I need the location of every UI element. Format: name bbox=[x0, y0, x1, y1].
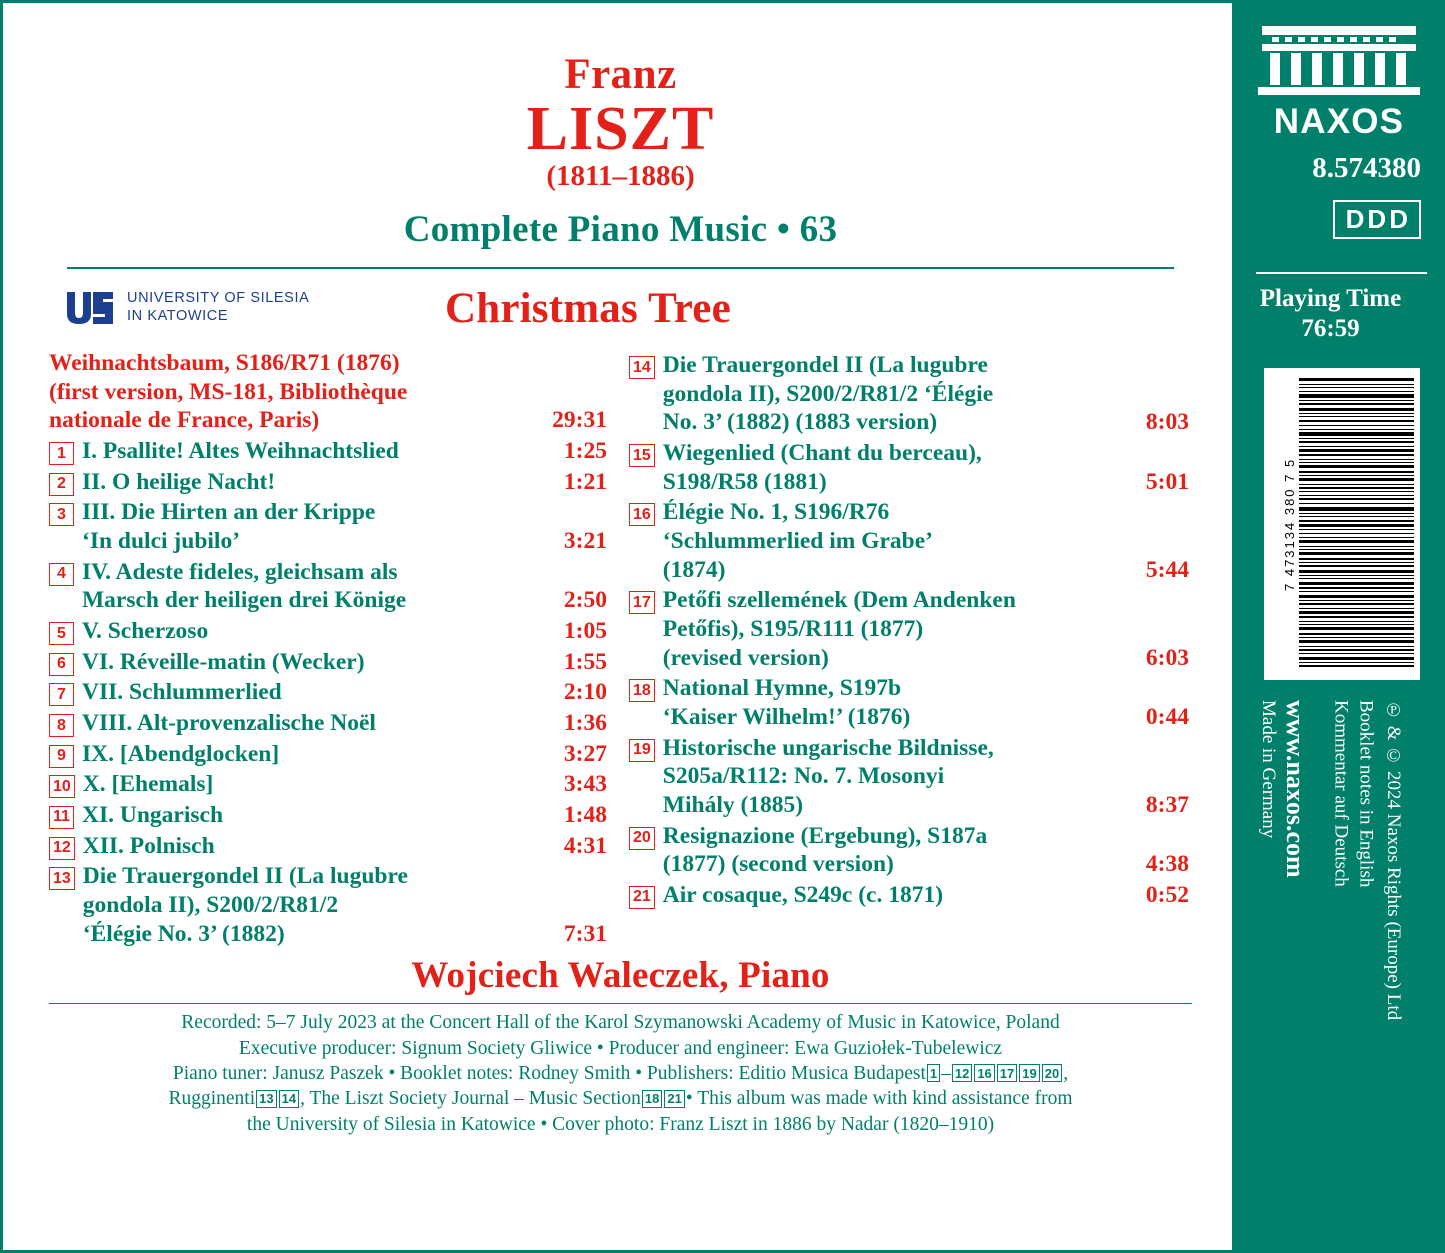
track-title-line: No. 3’ (1882) (1883 version) bbox=[662, 409, 938, 436]
credits-line-3-suffix: , bbox=[1063, 1062, 1069, 1084]
barcode-bar bbox=[1299, 394, 1414, 398]
track-title bbox=[82, 437, 607, 466]
ddd-badge: DDD bbox=[1333, 200, 1421, 239]
credit-track-number: 17 bbox=[997, 1064, 1017, 1082]
barcode-bar bbox=[1299, 565, 1414, 567]
barcode-bar bbox=[1299, 595, 1414, 598]
track-title-line: Élégie No. 1, S196/R76 bbox=[662, 499, 890, 526]
credit-track-number: 19 bbox=[1019, 1064, 1039, 1082]
track-title-line: VI. Réveille-matin (Wecker) bbox=[82, 648, 365, 675]
naxos-temple-icon bbox=[1258, 24, 1420, 100]
barcode-bar bbox=[1299, 462, 1414, 463]
track-listing bbox=[49, 349, 1192, 948]
barcode-bar bbox=[1299, 621, 1414, 622]
divider-top bbox=[67, 267, 1174, 269]
credits-line-1: Recorded: 5–7 July 2023 at the Concert Hall of the Karol Szymanowski Academy of Music in Katowice, Poland bbox=[181, 1012, 1060, 1034]
barcode-bar bbox=[1299, 420, 1414, 423]
work-heading-duration: 29:31 bbox=[552, 407, 607, 434]
barcode-bar bbox=[1299, 454, 1414, 456]
track-row bbox=[49, 801, 607, 830]
barcode-bar bbox=[1299, 484, 1414, 485]
credits-line-4-mid: , The Liszt Society Journal – Music Section bbox=[300, 1088, 641, 1110]
barcode-bar bbox=[1299, 449, 1414, 452]
track-duration: 3:27 bbox=[563, 740, 607, 767]
university-logo-line1: UNIVERSITY OF SILESIA bbox=[127, 290, 310, 307]
track-duration: 8:03 bbox=[1145, 409, 1189, 436]
barcode-bar bbox=[1299, 516, 1414, 517]
track-title-line: XI. Ungarisch bbox=[82, 801, 224, 828]
barcode-bar bbox=[1299, 570, 1414, 574]
track-number: 21 bbox=[629, 886, 655, 909]
track-row bbox=[49, 498, 607, 555]
track-number: 5 bbox=[49, 622, 74, 645]
composer-first-name: Franz bbox=[564, 51, 677, 98]
track-number: 13 bbox=[49, 867, 75, 890]
booklet-notes-text bbox=[1328, 700, 1377, 887]
barcode-digits: 7 473134 380 7 5 bbox=[1282, 457, 1297, 591]
track-title-line: Marsch der heiligen drei Könige bbox=[82, 587, 407, 614]
track-title-line: S205a/R112: No. 7. Mosonyi bbox=[662, 763, 945, 790]
barcode-bar bbox=[1299, 616, 1414, 618]
album-title: Christmas Tree bbox=[445, 284, 731, 332]
track-row bbox=[49, 617, 607, 646]
track-row bbox=[49, 832, 607, 861]
track-duration: 1:21 bbox=[563, 468, 607, 495]
barcode-bar bbox=[1299, 441, 1414, 443]
barcode-bar bbox=[1299, 627, 1414, 630]
track-title bbox=[82, 617, 607, 646]
track-row bbox=[49, 740, 607, 769]
barcode-bar bbox=[1299, 478, 1414, 481]
barcode-bar bbox=[1299, 540, 1414, 544]
university-logo bbox=[49, 288, 435, 328]
barcode-bar bbox=[1299, 446, 1414, 447]
track-title-line: Historische ungarische Bildnisse, bbox=[662, 734, 994, 761]
track-row bbox=[49, 862, 607, 948]
credits-line-3-text: Piano tuner: Janusz Paszek • Booklet notes: Rodney Smith • Publishers: Editio Musica Budapest bbox=[172, 1062, 926, 1084]
barcode-bar bbox=[1299, 384, 1414, 385]
barcode-bar bbox=[1299, 487, 1414, 489]
naxos-logo bbox=[1258, 24, 1420, 142]
track-title-line: gondola II), S200/2/R81/2 bbox=[82, 891, 339, 918]
series-title: Complete Piano Music • 63 bbox=[403, 209, 838, 251]
track-title bbox=[663, 498, 1189, 584]
barcode-bar bbox=[1299, 408, 1414, 411]
made-in-text: Made in Germany bbox=[1257, 700, 1279, 839]
performer: Wojciech Waleczek, Piano bbox=[411, 955, 830, 997]
track-title-line: IX. [Abendglocken] bbox=[82, 740, 280, 767]
track-title-line: Mihály (1885) bbox=[662, 791, 804, 818]
track-row bbox=[49, 648, 607, 677]
work-heading-line1: Weihnachtsbaum, S186/R71 (1876) bbox=[49, 350, 400, 377]
work-heading-line3-text: nationale de France, Paris) bbox=[49, 407, 320, 434]
booklet-notes-line2: Kommentar auf Deutsch bbox=[1330, 700, 1352, 887]
composer-last-name: LISZT bbox=[526, 94, 715, 163]
track-duration: 8:37 bbox=[1145, 791, 1189, 818]
track-number: 17 bbox=[629, 591, 655, 614]
track-duration: 0:44 bbox=[1145, 704, 1189, 730]
track-number: 9 bbox=[49, 745, 74, 768]
track-title-line: (1877) (second version) bbox=[662, 851, 894, 878]
barcode-bar bbox=[1299, 495, 1414, 496]
barcode-bar bbox=[1299, 529, 1414, 530]
track-number: 20 bbox=[629, 827, 655, 850]
credits-block bbox=[49, 1010, 1192, 1137]
track-title-line: I. Psallite! Altes Weihnachtslied bbox=[82, 438, 399, 465]
track-duration: 1:25 bbox=[563, 438, 607, 465]
track-title-line: VIII. Alt-provenzalische Noël bbox=[82, 710, 376, 736]
track-title-line: ‘Schlummerlied im Grabe’ bbox=[662, 528, 934, 555]
barcode-bar bbox=[1299, 498, 1414, 501]
track-title bbox=[663, 734, 1189, 820]
track-duration: 6:03 bbox=[1145, 644, 1189, 671]
barcode-bar bbox=[1299, 608, 1414, 609]
booklet-notes-line1: Booklet notes in English bbox=[1355, 700, 1377, 888]
barcode-bar bbox=[1299, 591, 1414, 592]
barcode-bar bbox=[1299, 513, 1414, 514]
rights-text: ℗ & © 2024 Naxos Rights (Europe) Ltd bbox=[1383, 700, 1404, 1021]
track-number: 8 bbox=[49, 714, 74, 737]
track-number: 3 bbox=[49, 503, 74, 526]
barcode-bar bbox=[1299, 633, 1414, 635]
track-title-line: Petőfi szellemének (Dem Andenken bbox=[662, 587, 1016, 614]
track-title bbox=[663, 586, 1189, 672]
barcode-bar bbox=[1299, 646, 1414, 647]
barcode-bar bbox=[1299, 491, 1414, 492]
track-number: 7 bbox=[49, 683, 74, 706]
track-number: 12 bbox=[49, 837, 75, 860]
credits-line-4-end: • This album was made with kind assistance from bbox=[685, 1088, 1073, 1110]
barcode-bars bbox=[1299, 376, 1414, 672]
track-row bbox=[49, 558, 607, 615]
track-title-line: III. Die Hirten an der Krippe bbox=[82, 499, 376, 526]
track-duration: 1:36 bbox=[563, 710, 607, 736]
credit-track-number: 13 bbox=[256, 1090, 276, 1108]
barcode-bar bbox=[1299, 552, 1414, 555]
barcode-bar bbox=[1299, 524, 1414, 527]
barcode-bar bbox=[1299, 403, 1414, 405]
track-title-line: XII. Polnisch bbox=[82, 832, 215, 859]
barcode-bar bbox=[1299, 520, 1414, 522]
barcode-bar bbox=[1299, 400, 1414, 401]
track-row bbox=[629, 498, 1189, 584]
barcode-bar bbox=[1299, 533, 1414, 535]
catalog-number: 8.574380 bbox=[1312, 152, 1421, 184]
barcode-bar bbox=[1299, 429, 1414, 430]
credit-track-number: 21 bbox=[664, 1090, 684, 1108]
track-title-line: ‘Élégie No. 3’ (1882) bbox=[82, 920, 285, 947]
playing-time-label: Playing Time bbox=[1259, 285, 1402, 312]
website-text: www.naxos.com bbox=[1281, 700, 1310, 878]
track-row bbox=[629, 439, 1189, 496]
track-title bbox=[663, 674, 1189, 731]
track-column-left bbox=[49, 349, 607, 948]
barcode-bar bbox=[1299, 432, 1414, 436]
naxos-wordmark: NAXOS bbox=[1273, 102, 1405, 141]
track-title-line: VII. Schlummerlied bbox=[82, 679, 282, 706]
credit-track-number: 18 bbox=[642, 1090, 662, 1108]
track-duration: 4:31 bbox=[563, 832, 607, 859]
track-duration: 3:21 bbox=[563, 528, 607, 555]
track-number: 19 bbox=[629, 739, 655, 762]
track-number: 18 bbox=[629, 679, 655, 702]
track-row bbox=[629, 674, 1189, 731]
barcode-bar bbox=[1299, 640, 1414, 644]
track-title-line: Petőfis), S195/R111 (1877) bbox=[662, 616, 924, 643]
university-logo-icon bbox=[63, 288, 115, 328]
barcode-bar bbox=[1299, 471, 1414, 473]
track-row bbox=[49, 709, 607, 738]
track-number: 16 bbox=[629, 503, 655, 526]
track-number: 15 bbox=[629, 444, 655, 467]
track-duration: 2:10 bbox=[563, 679, 607, 706]
playing-time bbox=[1232, 284, 1429, 344]
track-number: 4 bbox=[49, 563, 74, 586]
track-number: 11 bbox=[49, 806, 74, 829]
track-duration: 5:44 bbox=[1145, 556, 1189, 583]
track-title bbox=[82, 558, 607, 615]
track-title bbox=[663, 822, 1189, 879]
track-row bbox=[49, 437, 607, 466]
barcode-bar bbox=[1299, 611, 1414, 615]
barcode-bar bbox=[1299, 665, 1414, 667]
barcode-bar bbox=[1299, 637, 1414, 638]
track-title-line: Air cosaque, S249c (c. 1871) bbox=[662, 881, 944, 908]
track-duration: 0:52 bbox=[1145, 881, 1189, 908]
barcode-bar bbox=[1299, 653, 1414, 654]
track-title bbox=[83, 832, 607, 861]
barcode-bar bbox=[1299, 378, 1414, 381]
track-title-line: Resignazione (Ergebung), S187a bbox=[662, 822, 988, 849]
track-title-line: X. [Ehemals] bbox=[82, 771, 214, 798]
barcode-bar bbox=[1299, 600, 1414, 601]
track-title bbox=[663, 881, 1189, 910]
barcode-bar bbox=[1299, 575, 1414, 576]
track-title-line: V. Scherzoso bbox=[82, 618, 209, 645]
barcode-bar bbox=[1299, 425, 1414, 427]
credit-track-number: 12 bbox=[952, 1064, 972, 1082]
track-title-line: National Hymne, S197b bbox=[662, 675, 902, 702]
university-logo-line2: IN KATOWICE bbox=[127, 308, 229, 325]
track-duration: 7:31 bbox=[563, 920, 607, 947]
track-title bbox=[82, 648, 607, 677]
track-title bbox=[82, 678, 607, 707]
spine-divider bbox=[1256, 272, 1427, 274]
barcode-bar bbox=[1299, 507, 1414, 511]
credit-range-dash: – bbox=[941, 1062, 951, 1084]
spine-panel bbox=[1232, 0, 1445, 1253]
barcode-bar bbox=[1299, 562, 1414, 563]
track-title bbox=[83, 770, 607, 799]
track-title-line: Die Trauergondel II (La lugubre bbox=[82, 863, 408, 890]
track-title-line: Wiegenlied (Chant du berceau), bbox=[662, 440, 982, 467]
barcode-bar bbox=[1299, 657, 1414, 660]
track-title-line: (revised version) bbox=[662, 644, 829, 671]
track-row bbox=[49, 678, 607, 707]
track-row bbox=[629, 734, 1189, 820]
track-title bbox=[82, 468, 607, 497]
track-title-line: ‘Kaiser Wilhelm!’ (1876) bbox=[662, 704, 911, 730]
barcode-bar bbox=[1299, 413, 1414, 414]
track-row bbox=[629, 586, 1189, 672]
credits-line-3 bbox=[49, 1061, 1192, 1086]
track-number: 10 bbox=[49, 775, 75, 798]
barcode-bar bbox=[1299, 624, 1414, 625]
track-title-line: Die Trauergondel II (La lugubre bbox=[662, 352, 988, 379]
divider-bottom bbox=[49, 1003, 1192, 1004]
title-row bbox=[49, 277, 1192, 339]
barcode-bar bbox=[1299, 549, 1414, 550]
track-title-line: gondola II), S200/2/R81/2 ‘Élégie bbox=[662, 380, 994, 407]
track-title bbox=[663, 439, 1189, 496]
track-title-line: ‘In dulci jubilo’ bbox=[82, 528, 241, 555]
barcode-bar bbox=[1299, 503, 1414, 505]
barcode-bar bbox=[1299, 546, 1414, 547]
barcode-bar bbox=[1299, 537, 1414, 538]
barcode-bar bbox=[1299, 465, 1414, 469]
track-title-line: II. O heilige Nacht! bbox=[82, 468, 276, 495]
work-heading bbox=[49, 349, 607, 435]
track-duration: 4:38 bbox=[1145, 851, 1189, 878]
track-title-line: IV. Adeste fideles, gleichsam als bbox=[82, 558, 398, 585]
credit-track-number: 14 bbox=[279, 1090, 299, 1108]
playing-time-value: 76:59 bbox=[1301, 315, 1360, 342]
barcode-bar bbox=[1299, 582, 1414, 585]
track-title bbox=[82, 709, 607, 738]
header bbox=[49, 53, 1192, 251]
credits-line-4-text: Rugginenti bbox=[168, 1088, 256, 1110]
barcode-bar bbox=[1299, 558, 1414, 560]
barcode bbox=[1264, 368, 1420, 680]
credits-line-5: the University of Silesia in Katowice • Cover photo: Franz Liszt in 1886 by Nadar (1820–1910) bbox=[246, 1113, 995, 1135]
track-title-line: S198/R58 (1881) bbox=[662, 468, 827, 495]
track-title bbox=[82, 801, 607, 830]
track-duration: 1:05 bbox=[563, 618, 607, 645]
track-title bbox=[663, 351, 1189, 437]
track-row bbox=[629, 351, 1189, 437]
track-row bbox=[49, 468, 607, 497]
track-duration: 1:55 bbox=[563, 648, 607, 675]
barcode-bar bbox=[1299, 587, 1414, 589]
track-title bbox=[82, 498, 607, 555]
credits-line-2: Executive producer: Signum Society Gliwice • Producer and engineer: Ewa Guziołek-Tubelewicz bbox=[238, 1037, 1003, 1059]
track-number: 6 bbox=[49, 653, 74, 676]
barcode-bar bbox=[1299, 649, 1414, 651]
credit-track-number: 1 bbox=[927, 1064, 940, 1082]
barcode-bar bbox=[1299, 459, 1414, 460]
barcode-bar bbox=[1299, 416, 1414, 417]
track-duration: 5:01 bbox=[1145, 468, 1189, 495]
credits-line-4 bbox=[49, 1086, 1192, 1111]
track-number: 1 bbox=[49, 442, 74, 465]
barcode-bar bbox=[1299, 475, 1414, 476]
track-title bbox=[83, 862, 607, 948]
credit-track-number: 20 bbox=[1042, 1064, 1062, 1082]
barcode-bar bbox=[1299, 438, 1414, 439]
barcode-bar bbox=[1299, 578, 1414, 579]
barcode-bar bbox=[1299, 662, 1414, 663]
track-duration: 3:43 bbox=[563, 771, 607, 798]
barcode-bar bbox=[1299, 387, 1414, 389]
composer-dates: (1811–1886) bbox=[546, 160, 695, 193]
track-row bbox=[629, 822, 1189, 879]
university-logo-text bbox=[127, 290, 309, 325]
track-duration: 1:48 bbox=[563, 801, 607, 828]
track-title-line: (1874) bbox=[662, 556, 726, 583]
track-row bbox=[629, 881, 1189, 910]
track-title bbox=[82, 740, 607, 769]
track-number: 2 bbox=[49, 473, 74, 496]
track-column-right bbox=[629, 349, 1189, 948]
barcode-bar bbox=[1299, 391, 1414, 392]
credit-track-number: 16 bbox=[974, 1064, 994, 1082]
track-row bbox=[49, 770, 607, 799]
track-number: 14 bbox=[629, 356, 655, 379]
barcode-bar bbox=[1299, 603, 1414, 605]
work-heading-line3 bbox=[49, 406, 607, 435]
work-heading-line2: (first version, MS-181, Bibliothèque bbox=[49, 378, 408, 405]
track-duration: 2:50 bbox=[563, 587, 607, 614]
